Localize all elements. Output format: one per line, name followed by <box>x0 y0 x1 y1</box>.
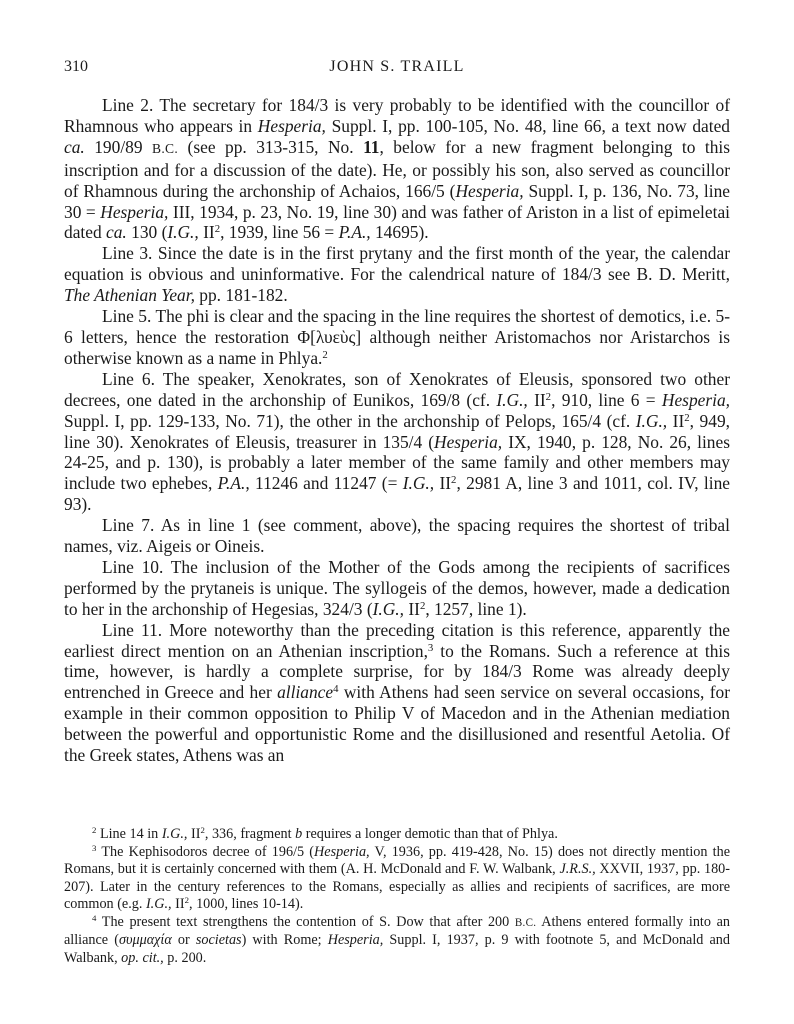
body-text <box>64 95 730 766</box>
footnote-ref-4: 4 <box>333 683 339 696</box>
footnote-4: $^4$ The present text strengthens the contention of S. Dow that after 200 B.C. Athens entered formally into an alliance (συμμαχία or societas) with Rome; Hesperia, Suppl. I, 1937, p. 9 with footnote 5, and McDonald and Walbank, op. cit., p. 200. <box>64 912 730 966</box>
paragraph-line-3: Line 3. Since the date is in the first prytany and the first month of the year, the calendar equation is obvious and uninformative. For the calendrical nature of 184/3 see B. D. Meritt, The Athenian Year, pp. 181-182. <box>64 243 730 306</box>
paragraph-line-10: Line 10. The inclusion of the Mother of the Gods among the recipients of sacrifices performed by the prytaneis is unique. The syllogeis of the demos, however, made a dedication to her in the archonship of Hegesias, 324/3 (I.G., $II^2$, 1257, line 1). <box>64 556 730 619</box>
page-number: 310 <box>64 58 88 75</box>
paragraph-line-2: Line 2. The secretary for 184/3 is very probably to be identified with the councillor of Rhamnous who appears in Hesperia, Suppl. I, pp. 100-105, No. 48, line 66, a text now dated ca. 190/89 B.C. (see pp. 313-315, No. 11, below for a new fragment belonging to this inscription and for a discussion of the date). He, or possibly his son, also served as councillor of Rhamnous during the archonship of Achaios, 166/5 (Hesperia, Suppl. I, p. 136, No. 73, line 30 = Hesperia, III, 1934, p. 23, No. 19, line 30) and was father of Ariston in a list of epimeletai dated ca. 130 (I.G., $II^2$, 1939, line 56 = P.A., 14695). <box>64 95 731 243</box>
page-header <box>64 58 730 82</box>
footnote-ref-2: 2 <box>322 348 328 361</box>
paragraph-line-11: Line 11. More noteworthy than the preceding citation is this reference, apparently the earliest direct mention on an Athenian inscription,$^3$ to the Romans. Such a reference at this time, however, is hardly a complete surprise, for by 184/3 Rome was already deeply entrenched in Greece and her alliance$^4$ with Athens had seen service on several occasions, for example in their common opposition to Philip V of Macedon and in the Athenian mediation between the powerful and opportunistic Rome and the disillusioned and resentful Aetolia. Of the Greek states, Athens was an <box>64 619 731 766</box>
running-head: JOHN S. TRAILL <box>329 58 465 75</box>
paragraph-line-7: Line 7. As in line 1 (see comment, above), the spacing requires the shortest of tribal names, viz. Aigeis or Oineis. <box>64 515 730 557</box>
paragraph-line-6: Line 6. The speaker, Xenokrates, son of Xenokrates of Eleusis, sponsored two other decrees, one dated in the archonship of Eunikos, 169/8 (cf. I.G., $II^2$, 910, line 6 = Hesperia, Suppl. I, pp. 129-133, No. 71), the other in the archonship of Pelops, 165/4 (cf. I.G., $II^2$, 949, line 30). Xenokrates of Eleusis, treasurer in 135/4 (Hesperia, IX, 1940, p. 128, No. 26, lines 24-25, and p. 130), is probably a later member of the same family and other members may include two ephebes, P.A., 11246 and 11247 (= I.G., $II^2$, 2981 A, line 3 and 1011, col. IV, line 93). <box>64 368 731 515</box>
footnote-3: $^3$ The Kephisodoros decree of 196/5 (Hesperia, V, 1936, pp. 419-428, No. 15) does not directly mention the Romans, but it is certainly concerned with them (A. H. McDonald and F. W. Walbank, J.R.S., XXVII, 1937, pp. 180-207). Later in the century references to the Romans, especially as allies and recipients of sacrifices, are more common (e.g. I.G., $II^2$, 1000, lines 10-14). <box>64 842 731 912</box>
footnote-ref-3: 3 <box>427 641 434 654</box>
footnotes <box>64 826 730 967</box>
footnote-2: $^2$ Line 14 in I.G., $II^2$, 336, fragment b requires a longer demotic than that of Phlya. <box>92 825 558 842</box>
paragraph-line-5: Line 5. The phi is clear and the spacing in the line requires the shortest of demotics, i.e. 5-6 letters, hence the restoration Φ[λυεὺς] although neither Aristomachos nor Aristarchos is otherwise known as a name in Phlya.$^2$ <box>64 306 730 368</box>
